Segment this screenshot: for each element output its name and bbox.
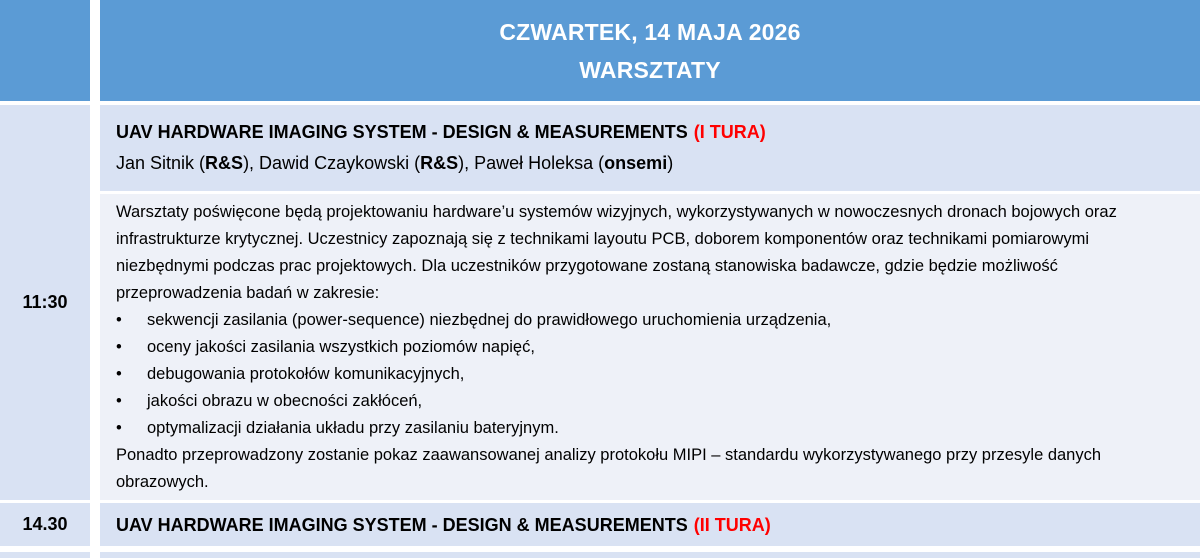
list-item-text: • oceny jakości zasilania wszystkich poziomów napięć, — [147, 338, 535, 356]
session-2-row — [0, 503, 1200, 546]
session-1-description-block — [100, 194, 1200, 500]
header-title-cell — [100, 0, 1200, 101]
header-date: CZWARTEK, 14 MAJA 2026 — [499, 18, 801, 45]
session-1-time: 11:30 — [22, 292, 68, 312]
session-2-title: UAV HARDWARE IMAGING SYSTEM - DESIGN & MEASUREMENTS — [116, 514, 688, 535]
description-outro: Ponadto przeprowadzony zostanie pokaz zaawansowanej analizy protokołu MIPI – standardu wykorzystywanego przy przesyle danych obrazowych. — [116, 446, 1102, 491]
list-item — [116, 361, 1180, 388]
session-1-content — [100, 105, 1200, 500]
header-time-cell — [0, 0, 90, 101]
description-intro: Warsztaty poświęcone będą projektowaniu hardware’u systemów wizyjnych, wykorzystywanych w nowoczesnych dronach bojowych oraz infrastrukturze krytycznej. Uczestnicy zapoznają się z technikami layoutu PCB, doborem komponentów oraz technikami pomiarowymi niezbędnymi podczas prac projektowych. Dla uczestników przygotowane zostaną stanowiska badawcze, gdzie będzie możliwość przeprowadzenia badań w zakresie: — [116, 203, 1117, 302]
sliver-content-cell — [100, 552, 1200, 558]
next-row-sliver — [0, 552, 1200, 558]
speaker-segment: ) — [667, 153, 674, 173]
session-1-round-badge: (I TURA) — [693, 122, 766, 142]
speaker-segment: ), Paweł Holeksa ( — [458, 153, 605, 173]
session-1-title: UAV HARDWARE IMAGING SYSTEM - DESIGN & MEASUREMENTS — [116, 122, 688, 142]
session-2-title-block — [100, 503, 1200, 546]
speaker-org: R&S — [205, 153, 244, 173]
session-2-time-cell — [0, 503, 90, 546]
list-item — [116, 388, 1180, 415]
speaker-segment: ), Dawid Czaykowski ( — [243, 153, 421, 173]
speaker-org: onsemi — [604, 153, 668, 173]
header-row — [0, 0, 1200, 101]
session-2-round-badge: (II TURA) — [693, 514, 771, 535]
list-item-text: • optymalizacji działania układu przy zasilaniu bateryjnym. — [147, 419, 559, 437]
speaker-segment: Jan Sitnik ( — [116, 153, 206, 173]
header-subtitle: WARSZTATY — [579, 56, 721, 83]
session-1-time-cell — [0, 105, 90, 500]
speaker-org: R&S — [420, 153, 459, 173]
session-1-title-line — [116, 117, 1180, 147]
session-1-title-block — [100, 105, 1200, 191]
list-item-text: • jakości obrazu w obecności zakłóceń, — [147, 392, 423, 410]
list-item — [116, 307, 1180, 334]
session-2-time: 14.30 — [22, 514, 68, 534]
list-item-text: • sekwencji zasilania (power-sequence) niezbędnej do prawidłowego uruchomienia urządzenia, — [147, 311, 832, 329]
session-1-speakers-line — [116, 147, 1180, 179]
session-2-title-line — [116, 510, 771, 540]
list-item-text: • debugowania protokołów komunikacyjnych, — [147, 365, 465, 383]
session-1-row — [0, 105, 1200, 497]
workshop-scope-list — [116, 307, 1180, 442]
list-item — [116, 415, 1180, 442]
list-item — [116, 334, 1180, 361]
sliver-time-cell — [0, 552, 90, 558]
